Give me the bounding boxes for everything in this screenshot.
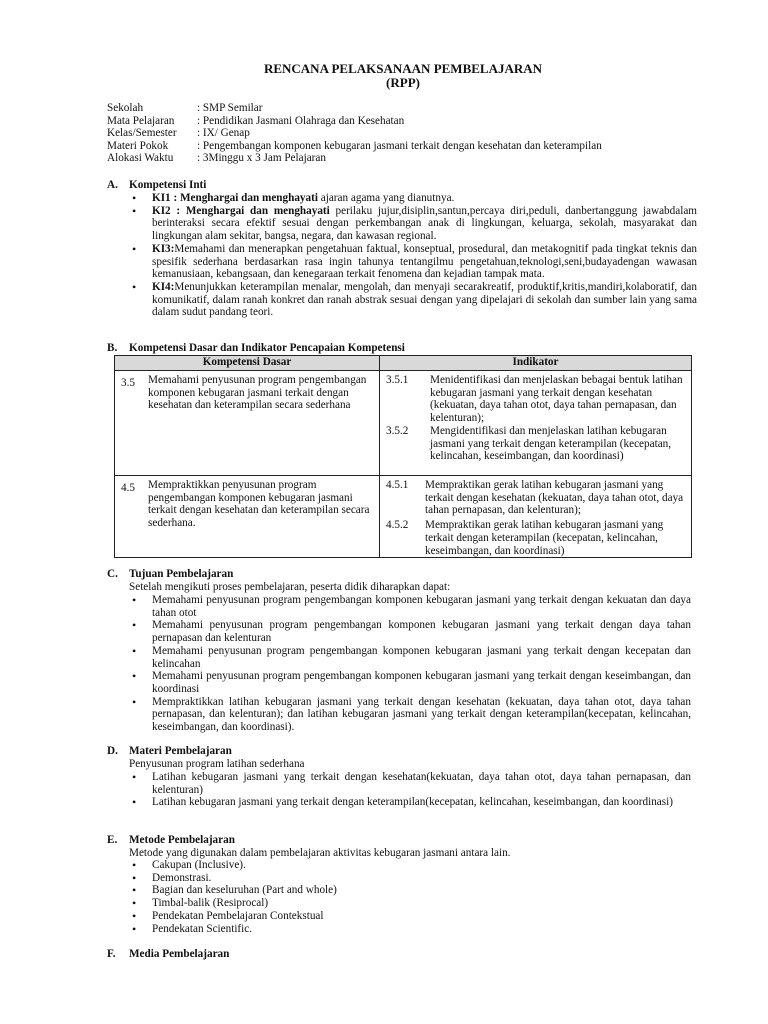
info-value: : Pendidikan Jasmani Olahraga dan Kesehatan xyxy=(197,114,405,127)
materi-intro: Penyusunan program latihan sederhana xyxy=(129,758,305,770)
section-heading-media xyxy=(107,948,229,961)
section-heading-materi xyxy=(107,745,232,758)
info-value: : Pengembangan komponen kebugaran jasmani terkait dengan kesehatan dan keterampilan xyxy=(197,139,602,152)
info-label: Sekolah xyxy=(107,102,144,114)
kd-number: 3.5 xyxy=(121,377,135,389)
indicator-number: 4.5.2 xyxy=(386,519,409,532)
table-row xyxy=(115,476,692,558)
info-label: Materi Pokok xyxy=(107,139,169,152)
info-label: Alokasi Waktu xyxy=(107,152,174,165)
list-item: • Cakupan (Inclusive). xyxy=(129,859,429,872)
indicator-text: Mempraktikan gerak latihan kebugaran jasmani yang terkait dengan keterampilan (kecepatan, kelincahan, keseimbangan, dan koordinasi) xyxy=(425,519,664,557)
list-item: • Demonstrasi. xyxy=(129,872,429,885)
ki-text: Memahami dan menerapkan pengetahuan faktual, konseptual, prosedural, dan metakognitif pada tingkat teknis dan spesifik sederhana berdasarkan rasa ingin tahunya tentangilmu pengetahuan,teknologi,seni,budayadengan wawasan kemanusiaan, kebangsaan, dan kenegaraan terkait fenomena dan kejadian tampak mata. xyxy=(152,242,697,281)
metode-intro: Metode yang digunakan dalam pembelajaran aktivitas kebugaran jasmani antara lain. xyxy=(129,847,511,859)
indicator-number: 3.5.1 xyxy=(386,374,409,386)
info-value: : 3Minggu x 3 Jam Pelajaran xyxy=(197,152,326,165)
list-item: • Latihan kebugaran jasmani yang terkait dengan keterampilan(kecepatan, kelincahan, keseimbangan, dan koordinasi) xyxy=(129,796,691,809)
ki-text: perilaku jujur,disiplin,santun,percaya diri,peduli, danbertanggung jawabdalam berinteraksi secara efektif sesuai dengan perkembangan anak di lingkungan, keluarga, sekolah, masyarakat dan lingkungan alam sekitar, bangsa, negara, dan kawasan regional. xyxy=(152,204,697,243)
indicator-text: Mengidentifikasi dan menjelaskan latihan kebugaran jasmani yang terkait dengan keterampilan (kecepatan, kelincahan, keseimbangan, dan koordinasi) xyxy=(430,424,672,463)
ki-label: KI3: xyxy=(152,242,175,255)
tujuan-list xyxy=(129,594,691,734)
indicator-item xyxy=(380,479,691,517)
section-heading-metode xyxy=(107,834,235,847)
list-item: • Mempraktikkan latihan kebugaran jasmani yang terkait dengan kesehatan (kekuatan, daya tahan otot, daya tahan pernapasan, dan kelenturan); dan latihan kebugaran jasmani yang terkait dengan keterampilan(kecepatan, kelincahan, keseimbangan, dan koordinasi). xyxy=(129,696,691,734)
indicator-text: Menidentifikasi dan menjelaskan bebagai bentuk latihan kebugaran jasmani yang terkait dengan kesehatan (kekuatan, daya tahan otot, daya tahan pernapasan, dan kelenturan); xyxy=(430,374,683,425)
section-title: Media Pembelajaran xyxy=(129,948,230,960)
document-title: RENCANA PELAKSANAAN PEMBELAJARAN xyxy=(263,61,543,76)
section-title: Tujuan Pembelajaran xyxy=(129,568,234,580)
info-value: : SMP Semilar xyxy=(197,102,263,114)
section-letter: B. xyxy=(107,342,118,354)
list-item: • Timbal-balik (Resiprocal) xyxy=(129,897,429,910)
indicator-cell xyxy=(380,476,692,558)
list-item: • Memahami penyusunan program pengembangan komponen kebugaran jasmani yang terkait dengan kecepatan dan kelincahan xyxy=(129,645,691,670)
section-title: Metode Pembelajaran xyxy=(129,834,235,846)
kd-cell xyxy=(115,371,380,476)
section-letter: A. xyxy=(107,179,118,191)
kd-text: Memahami penyusunan program pengembangan komponen kebugaran jasmani terkait dengan kesehatan dan keterampilan secara sederhana xyxy=(148,374,367,412)
ki-label: KI2 : Menghargai dan menghayati xyxy=(152,204,330,217)
indicator-text: Mempraktikan gerak latihan kebugaran jasmani yang terkait dengan kesehatan (kekuatan, daya tahan otot, daya tahan pernapasan, dan kelenturan); xyxy=(425,479,684,517)
section-letter: E. xyxy=(107,834,118,846)
list-item: • Memahami penyusunan program pengembangan komponen kebugaran jasmani yang terkait dengan daya tahan pernapasan dan kelenturan xyxy=(129,619,691,644)
list-item: • Bagian dan keseluruhan (Part and whole) xyxy=(129,884,429,897)
kd-cell xyxy=(115,476,380,558)
indicator-number: 3.5.2 xyxy=(386,424,409,437)
section-heading-tujuan xyxy=(107,568,233,581)
list-item: • Latihan kebugaran jasmani yang terkait dengan kesehatan(kekuatan, daya tahan otot, daya tahan pernapasan, dan kelenturan) xyxy=(129,771,691,796)
indicator-number: 4.5.1 xyxy=(386,479,409,491)
ki-text: Menunjukkan keterampilan menalar, mengolah, dan menyaji secarakreatif, produktif,kritis,mandiri,kolaboratif, dan komunikatif, dalam ranah konkret dan ranah abstrak sesuai dengan yang dipelajari di sekolah dan sumber lain yang sama dalam sudut pandang teori. xyxy=(152,280,697,319)
list-item-ki4 xyxy=(129,281,697,319)
list-item: • Pendekatan Pembelajaran Contekstual xyxy=(129,910,429,923)
section-heading-kompetensi-dasar xyxy=(107,342,405,355)
ki-label: KI1 : Menghargai dan menghayati xyxy=(152,192,318,204)
column-header-indikator: Indikator xyxy=(380,356,692,371)
section-title: Materi Pembelajaran xyxy=(129,745,232,757)
section-letter: F. xyxy=(107,948,116,960)
kompetensi-indikator-table xyxy=(114,355,692,558)
section-letter: D. xyxy=(107,745,118,757)
tujuan-intro: Setelah mengikuti proses pembelajaran, peserta didik diharapkan dapat: xyxy=(129,581,451,593)
info-value: : IX/ Genap xyxy=(197,127,250,140)
metode-list xyxy=(129,859,429,935)
column-header-kompetensi-dasar: Kompetensi Dasar xyxy=(115,356,380,371)
list-item-ki3 xyxy=(129,243,697,281)
ki-text: ajaran agama yang dianutnya. xyxy=(317,192,455,204)
list-item: • Pendekatan Scientific. xyxy=(129,923,429,936)
ki-label: KI4: xyxy=(152,280,175,293)
materi-list xyxy=(129,771,691,809)
indicator-item xyxy=(380,425,691,463)
kd-text: Mempraktikkan penyusunan program pengembangan komponen kebugaran jasmani terkait dengan kesehatan dan keterampilan secara sederhana. xyxy=(148,479,370,530)
info-label: Kelas/Semester xyxy=(107,127,177,140)
section-title: Kompetensi Dasar dan Indikator Pencapaian Kompetensi xyxy=(129,342,405,354)
section-heading-kompetensi-inti xyxy=(107,179,206,192)
document-subtitle: (RPP) xyxy=(386,75,420,90)
info-label: Mata Pelajaran xyxy=(107,114,175,127)
indicator-item xyxy=(380,374,691,425)
list-item-ki1 xyxy=(129,192,697,205)
kd-number: 4.5 xyxy=(121,482,135,494)
section-title: Kompetensi Inti xyxy=(129,179,207,191)
table-header-row xyxy=(115,356,692,371)
section-letter: C. xyxy=(107,568,118,580)
list-item: • Memahami penyusunan program pengembangan komponen kebugaran jasmani yang terkait dengan keseimbangan, dan koordinasi xyxy=(129,670,691,695)
list-item: • Memahami penyusunan program pengembangan komponen kebugaran jasmani yang terkait dengan kekuatan dan daya tahan otot xyxy=(129,594,691,619)
indicator-item xyxy=(380,519,691,557)
list-item-ki2 xyxy=(129,205,697,243)
table-row xyxy=(115,371,692,476)
kompetensi-inti-list xyxy=(129,192,697,319)
indicator-cell xyxy=(380,371,692,476)
